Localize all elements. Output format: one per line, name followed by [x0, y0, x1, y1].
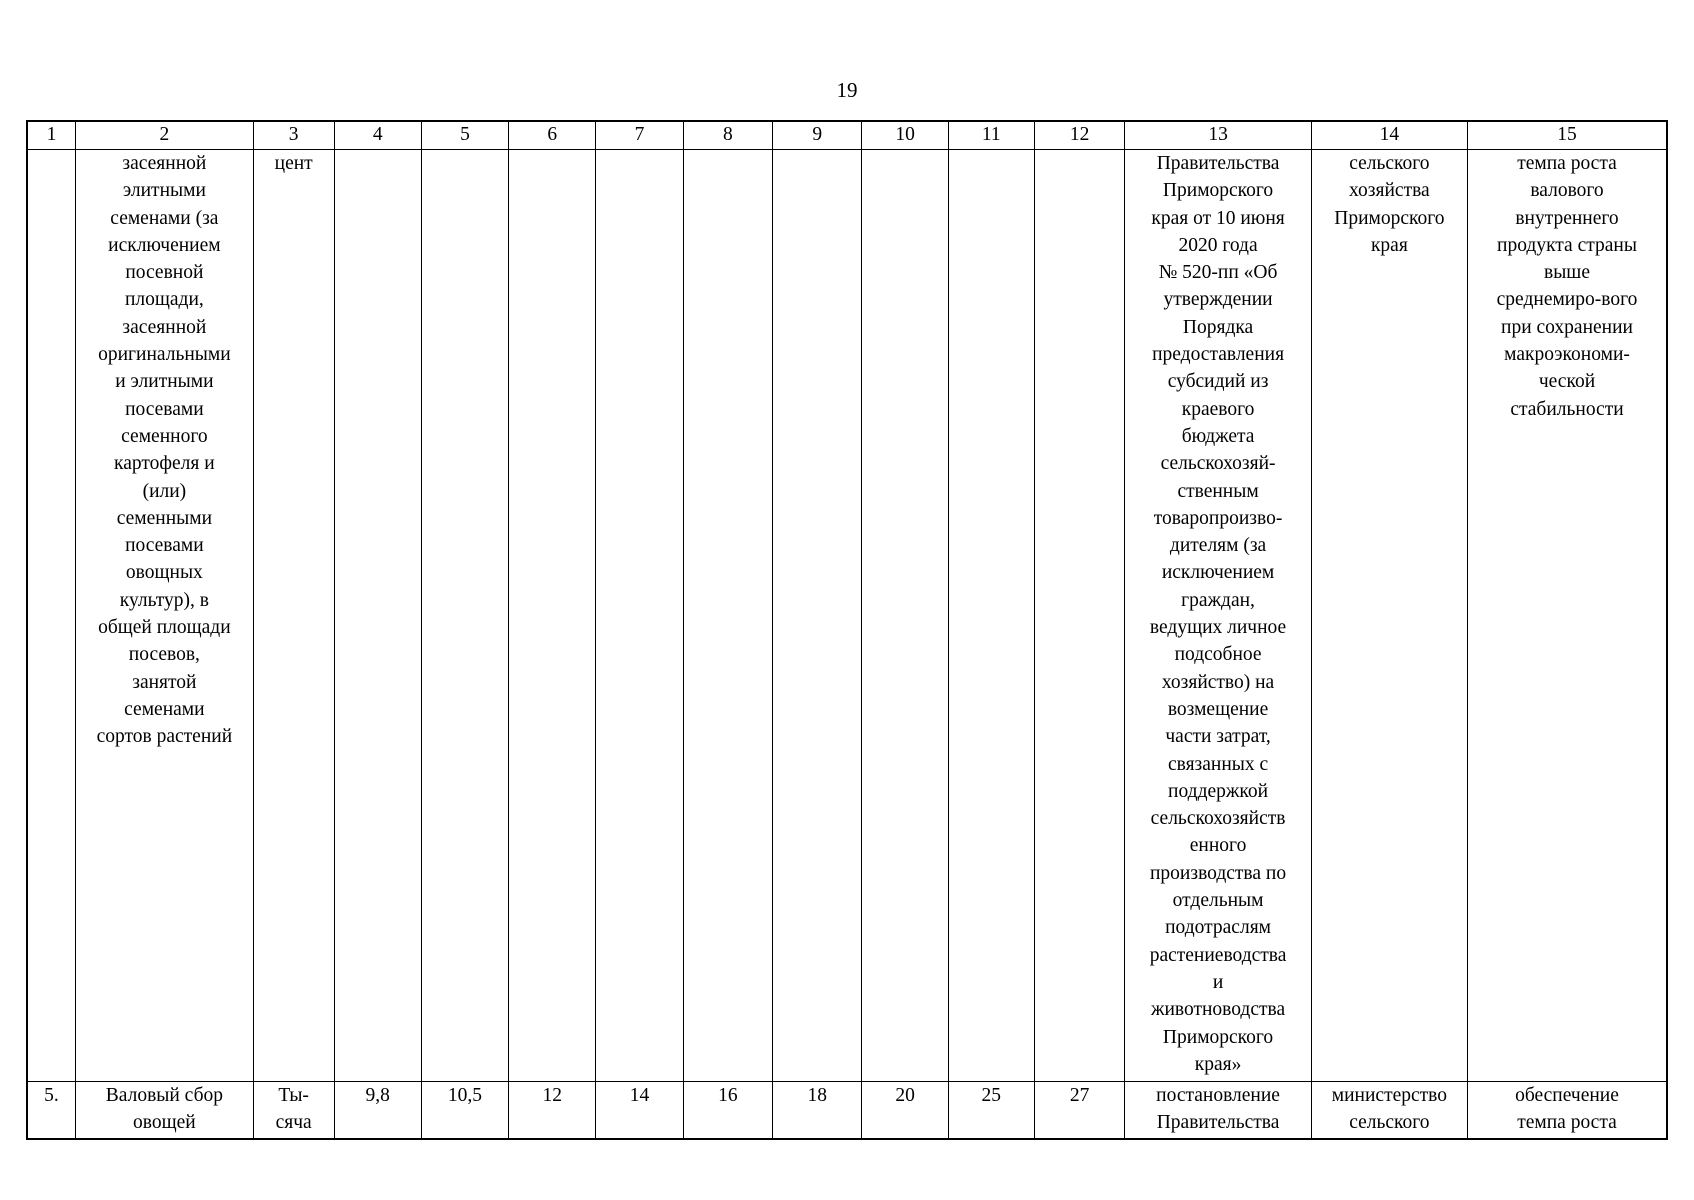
column-number-cell: 12	[1034, 121, 1125, 150]
responsible-body-cell: министерство сельского	[1311, 1082, 1467, 1140]
value-cell	[683, 150, 772, 1082]
column-number-cell: 7	[596, 121, 683, 150]
column-number-cell: 15	[1468, 121, 1668, 150]
value-cell	[948, 150, 1034, 1082]
indicator-name-cell: Валовый сбор овощей	[75, 1082, 253, 1140]
value-cell	[334, 150, 421, 1082]
value-cell: 27	[1034, 1082, 1125, 1140]
value-cell: 18	[773, 1082, 862, 1140]
value-cell: 25	[948, 1082, 1034, 1140]
table-row-continuation	[27, 150, 1667, 1082]
row-number-cell	[27, 150, 75, 1082]
indicators-table	[26, 120, 1668, 1140]
value-cell: 12	[509, 1082, 596, 1140]
column-number-cell: 11	[948, 121, 1034, 150]
unit-cell: Ты- сяча	[253, 1082, 334, 1140]
column-number-cell: 6	[509, 121, 596, 150]
column-number-cell: 14	[1311, 121, 1467, 150]
column-number-cell: 10	[862, 121, 948, 150]
value-cell	[509, 150, 596, 1082]
page-number: 19	[836, 78, 858, 102]
value-cell: 10,5	[421, 1082, 508, 1140]
column-number-cell: 3	[253, 121, 334, 150]
value-cell: 20	[862, 1082, 948, 1140]
goal-cell: обеспечение темпа роста	[1468, 1082, 1668, 1140]
row-number-cell: 5.	[27, 1082, 75, 1140]
value-cell	[421, 150, 508, 1082]
column-number-row	[27, 121, 1667, 150]
table-row-5	[27, 1082, 1667, 1140]
goal-cell: темпа роста валового внутреннего продукта страны выше среднемиро-вого при сохранении макроэкономи- ческой стабильности	[1468, 150, 1668, 1082]
column-number-cell: 9	[773, 121, 862, 150]
column-number-cell: 2	[75, 121, 253, 150]
column-number-cell: 4	[334, 121, 421, 150]
column-number-cell: 8	[683, 121, 772, 150]
value-cell	[773, 150, 862, 1082]
value-cell	[596, 150, 683, 1082]
unit-cell: цент	[253, 150, 334, 1082]
indicator-name-cell: засеянной элитными семенами (за исключением посевной площади, засеянной оригинальными и элитными посевами семенного картофеля и (или) семенными посевами овощных культур), в общей площади посевов, занятой семенами сортов растений	[75, 150, 253, 1082]
column-number-cell: 5	[421, 121, 508, 150]
value-cell: 16	[683, 1082, 772, 1140]
value-cell: 14	[596, 1082, 683, 1140]
value-cell: 9,8	[334, 1082, 421, 1140]
column-number-cell: 13	[1125, 121, 1311, 150]
legal-act-cell: постановление Правительства	[1125, 1082, 1311, 1140]
value-cell	[862, 150, 948, 1082]
legal-act-cell: Правительства Приморского края от 10 июня 2020 года № 520-пп «Об утверждении Порядка предоставления субсидий из краевого бюджета сельскохозяй- ственным товаропроизво- дителям (за исключением граждан, ведущих личное подсобное хозяйство) на возмещение части затрат, связанных с поддержкой сельскохозяйств енного производства по отдельным подотраслям растениеводства и животноводства Приморского края»	[1125, 150, 1311, 1082]
column-number-cell: 1	[27, 121, 75, 150]
responsible-body-cell: сельского хозяйства Приморского края	[1311, 150, 1467, 1082]
value-cell	[1034, 150, 1125, 1082]
